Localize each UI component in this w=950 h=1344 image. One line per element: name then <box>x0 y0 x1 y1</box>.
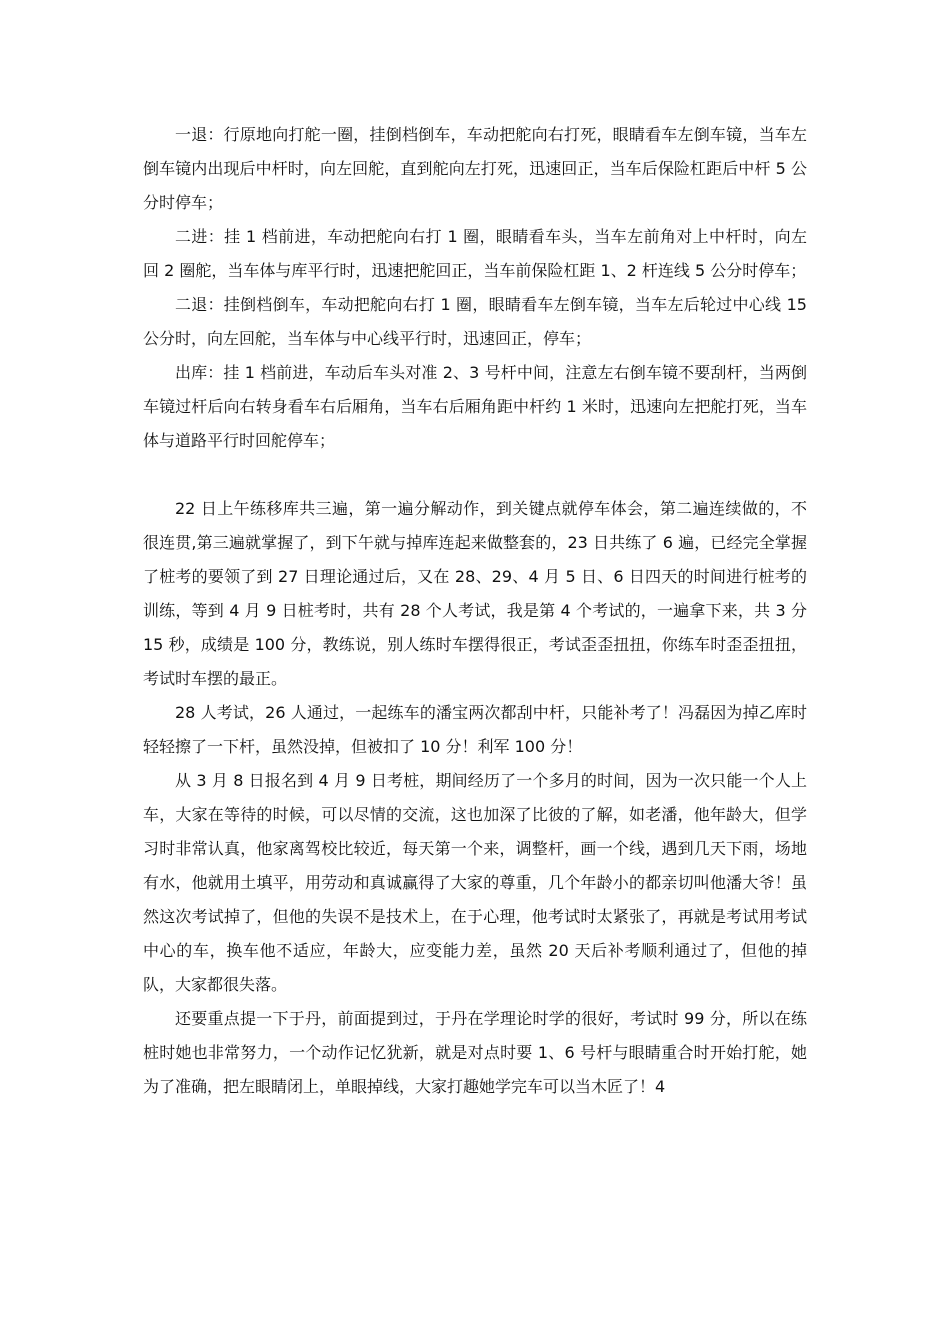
paragraph-gap <box>143 458 807 492</box>
paragraph-old-pan: 从 3 月 8 日报名到 4 月 9 日考桩，期间经历了一个多月的时间，因为一次只能一个人上车，大家在等待的时候，可以尽情的交流，这也加深了比彼的了解，如老潘，他年龄大，但学习时非常认真，他家离驾校比较近，每天第一个来，调整杆，画一个线，遇到几天下雨，场地有水，他就用土填平，用劳动和真诚赢得了大家的尊重，几个年龄小的都亲切叫他潘大爷！虽然这次考试掉了，但他的失误不是技术上，在于心理，他考试时太紧张了，再就是考试用考试中心的车，换车他不适应，年龄大，应变能力差，虽然 20 天后补考顺利通过了，但他的掉队，大家都很失落。 <box>143 771 807 994</box>
paragraph-yu-dan: 还要重点提一下于丹，前面提到过，于丹在学理论时学的很好，考试时 99 分，所以在练桩时她也非常努力，一个动作记忆犹新，就是对点时要 1、6 号杆与眼睛重合时开始打舵，她为了准确，把左眼睛闭上，单眼掉线，大家打趣她学完车可以当木匠了！4 <box>143 1009 807 1096</box>
document-body <box>143 118 807 1104</box>
paragraph-exit: 出库：挂 1 档前进，车动后车头对准 2、3 号杆中间，注意左右倒车镜不要刮杆，当两倒车镜过杆后向右转身看车右后厢角，当车右后厢角距中杆约 1 米时，迅速向左把舵打死，当车体与道路平行时回舵停车； <box>143 363 807 450</box>
paragraph-two-forward: 二进：挂 1 档前进，车动把舵向右打 1 圈，眼睛看车头，当车左前角对上中杆时，向左回 2 圈舵，当车体与库平行时，迅速把舵回正，当车前保险杠距 1、2 杆连线 5 公分时停车； <box>143 227 807 280</box>
paragraph-practice-22: 22 日上午练移库共三遍，第一遍分解动作，到关键点就停车体会，第二遍连续做的，不很连贯,第三遍就掌握了，到下午就与掉库连起来做整套的，23 日共练了 6 遍，已经完全掌握了桩考的要领了到 27 日理论通过后，又在 28、29、4 月 5 日、6 日四天的时间进行桩考的训练，等到 4 月 9 日桩考时，共有 28 个人考试，我是第 4 个考试的，一遍拿下来，共 3 分 15 秒，成绩是 100 分，教练说，别人练时车摆得很正，考试歪歪扭扭，你练车时歪歪扭扭，考试时车摆的最正。 <box>143 499 807 688</box>
paragraph-exam-results: 28 人考试，26 人通过，一起练车的潘宝两次都刮中杆，只能补考了！冯磊因为掉乙库时轻轻擦了一下杆，虽然没掉，但被扣了 10 分！利军 100 分！ <box>143 703 807 756</box>
paragraph-one-reverse: 一退：行原地向打舵一圈，挂倒档倒车，车动把舵向右打死，眼睛看车左倒车镜，当车左倒车镜内出现后中杆时，向左回舵，直到舵向左打死，迅速回正，当车后保险杠距后中杆 5 公分时停车； <box>143 125 807 212</box>
paragraph-two-reverse: 二退：挂倒档倒车，车动把舵向右打 1 圈，眼睛看车左倒车镜，当车左后轮过中心线 15 公分时，向左回舵，当车体与中心线平行时，迅速回正，停车； <box>143 295 807 348</box>
